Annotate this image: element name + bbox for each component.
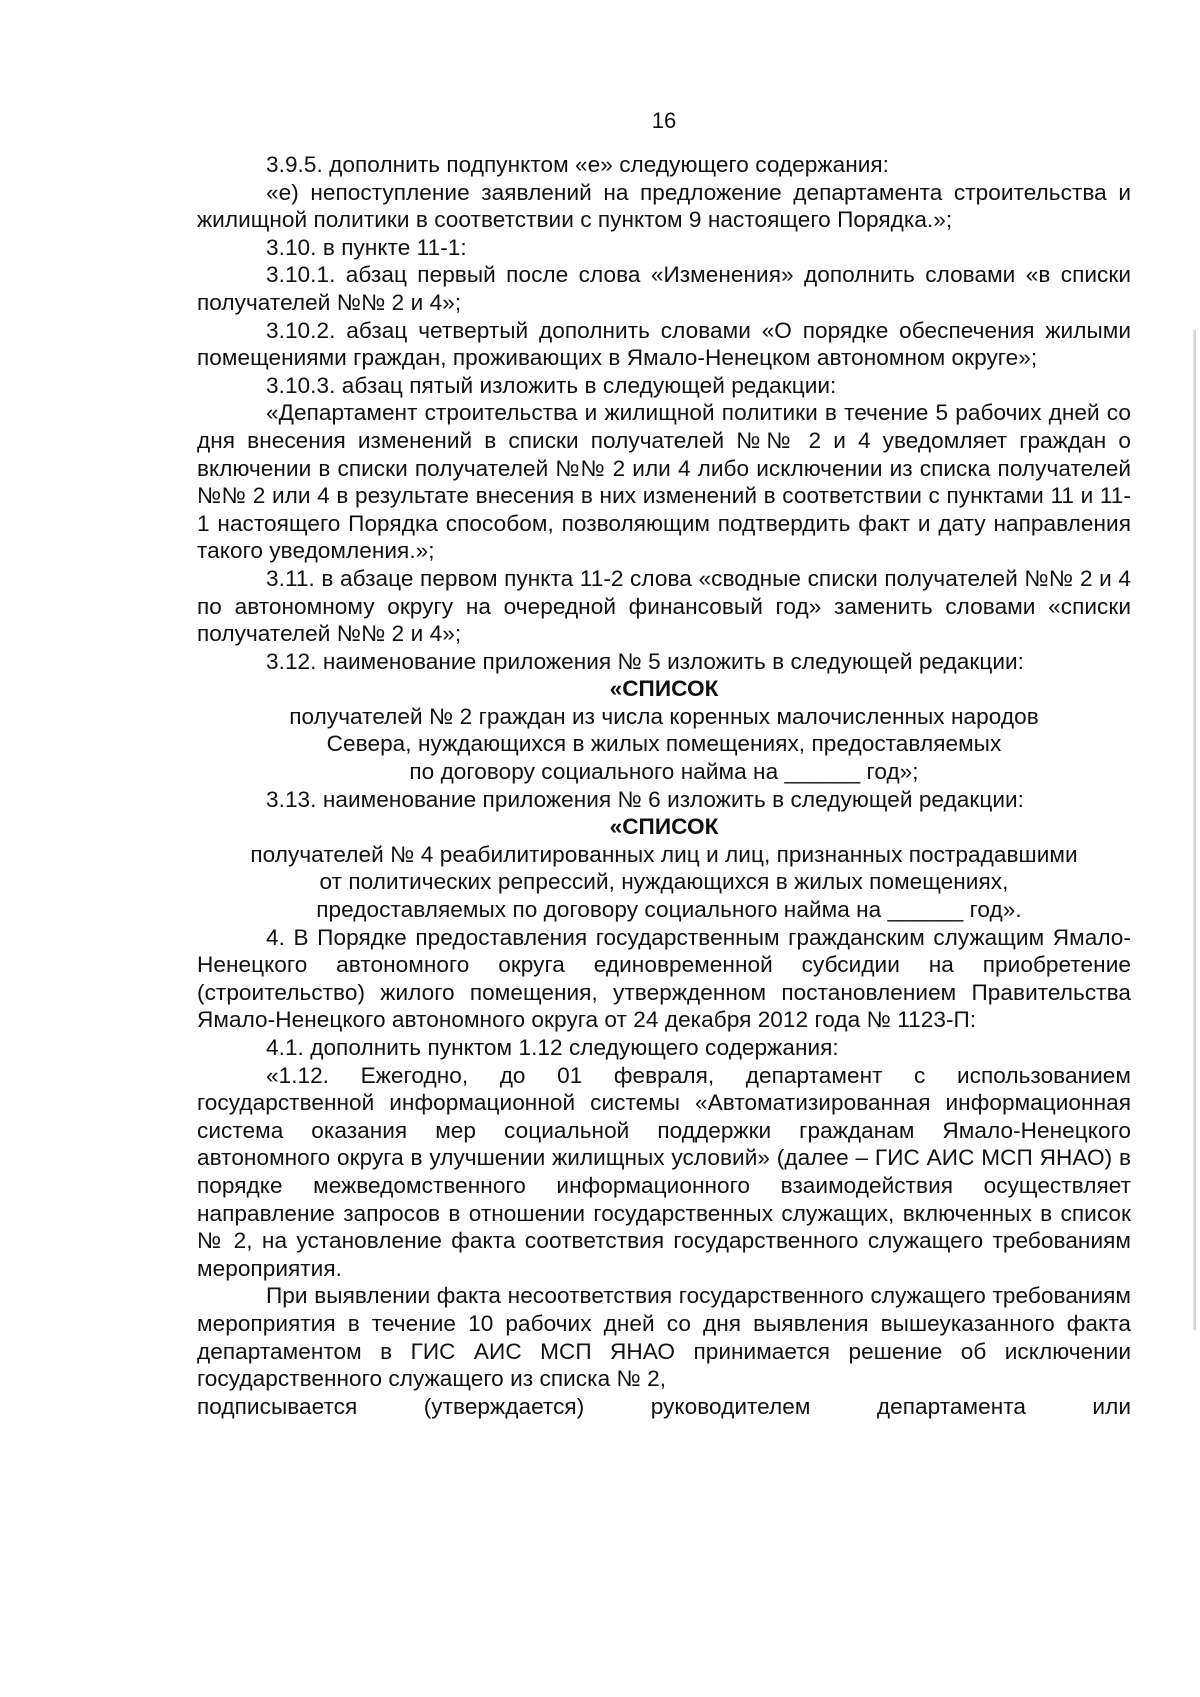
paragraph-3-10: 3.10. в пункте 11-1: xyxy=(266,234,467,260)
paragraph-noncompliance: При выявлении факта несоответствия государственного служащего требованиям мероприятия в течение 10 рабочих дней со дня выявления вышеуказанного факта департаментом в ГИС АИС МСП ЯНАО принимается решение об исключении государственного служащего из списка № 2, xyxy=(197,1283,1131,1392)
paragraph-3-12: 3.12. наименование приложения № 5 изложить в следующей редакции: xyxy=(266,648,1024,674)
list6-title-line: получателей № 4 реабилитированных лиц и лиц, признанных пострадавшими xyxy=(250,841,1078,867)
list6-title-line: от политических репрессий, нуждающихся в жилых помещениях, xyxy=(319,869,1009,895)
paragraph-3-9-5: 3.9.5. дополнить подпунктом «е» следующего содержания: xyxy=(266,152,890,177)
paragraph-signing-line: подписывается (утверждается) руководителем департамента или xyxy=(197,1393,1131,1419)
paragraph-3-10-1: 3.10.1. абзац первый после слова «Изменения» дополнить словами «в списки получателей №№ 2 и 4»; xyxy=(197,262,1131,315)
paragraph-3-13: 3.13. наименование приложения № 6 изложить в следующей редакции: xyxy=(266,786,1024,812)
paragraph-subitem-e: «е) непоступление заявлений на предложение департамента строительства и жилищной политики в соответствии с пунктом 9 настоящего Порядка.»; xyxy=(197,179,1131,233)
scan-edge-shadow xyxy=(1193,330,1196,1330)
document-body xyxy=(197,151,1131,1420)
paragraph-3-10-2: 3.10.2. абзац четвертый дополнить словами «О порядке обеспечения жилыми помещениями граждан, проживающих в Ямало-Ненецком автономном округе»; xyxy=(197,317,1131,371)
list5-heading: «СПИСОК xyxy=(609,676,719,702)
paragraph-3-10-3: 3.10.3. абзац пятый изложить в следующей редакции: xyxy=(266,372,837,398)
list5-title-line: получателей № 2 граждан из числа коренных малочисленных народов xyxy=(289,703,1039,729)
page-number: 16 xyxy=(651,108,677,133)
paragraph-4: 4. В Порядке предоставления государственным гражданским служащим Ямало-Ненецкого автономного округа единовременной субсидии на приобретение (строительство) жилого помещения, утвержденном постановлением Правительства Ямало-Ненецкого автономного округа от 24 декабря 2012 года № 1123-П: xyxy=(197,924,1131,1033)
paragraph-department-notice: «Департамент строительства и жилищной политики в течение 5 рабочих дней со дня внесения изменений в списки получателей №№ 2 и 4 уведомляет граждан о включении в списки получателей №№ 2 или 4 либо исключении из списка получателей №№ 2 или 4 в результате внесения в них изменений в соответствии с пунктами 11 и 11-1 настоящего Порядка способом, позволяющим подтвердить факт и дату направления такого уведомления.»; xyxy=(197,400,1131,564)
list5-title-line: по договору социального найма на ______ год»; xyxy=(409,759,919,785)
list6-heading: «СПИСОК xyxy=(609,814,719,840)
paragraph-4-1: 4.1. дополнить пунктом 1.12 следующего содержания: xyxy=(266,1035,839,1060)
list6-title-line: предоставляемых по договору социального найма на ______ год». xyxy=(316,897,1022,923)
paragraph-1-12: «1.12. Ежегодно, до 01 февраля, департамент с использованием государственной информационной системы «Автоматизированная информационная система оказания мер социальной поддержки гражданам Ямало-Ненецкого автономного округа в улучшении жилищных условий» (далее – ГИС АИС МСП ЯНАО) в порядке межведомственного информационного взаимодействия осуществляет направление запросов в отношении государственных служащих, включенных в список № 2, на установление факта соответствия государственного служащего требованиям мероприятия. xyxy=(197,1062,1131,1281)
list5-title-line: Севера, нуждающихся в жилых помещениях, предоставляемых xyxy=(326,731,1002,757)
paragraph-3-11: 3.11. в абзаце первом пункта 11-2 слова «сводные списки получателей №№ 2 и 4 по автономному округу на очередной финансовый год» заменить словами «списки получателей №№ 2 и 4»; xyxy=(197,565,1131,647)
